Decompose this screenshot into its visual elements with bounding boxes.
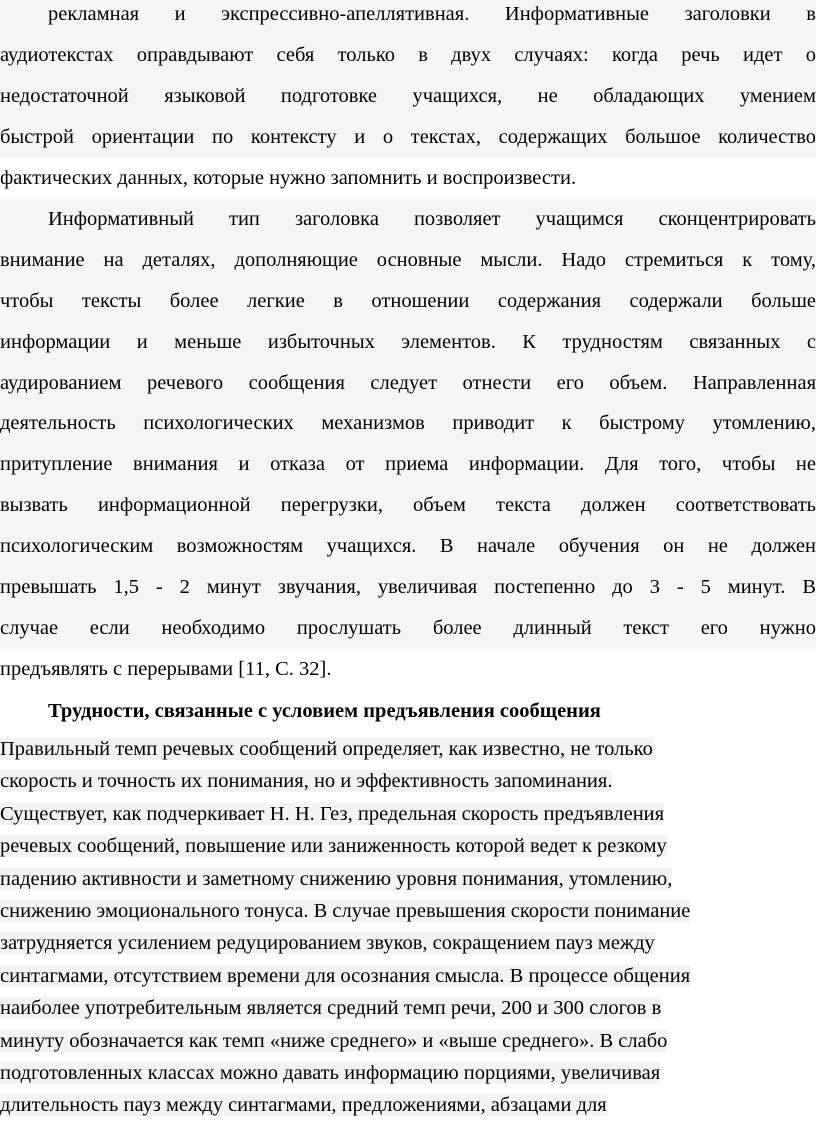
paragraph-3 [0, 733, 816, 1122]
paragraph-line [0, 1057, 816, 1089]
paragraph-line [0, 1089, 816, 1121]
paragraph-line: недостаточной языковой подготовке учащихся, не обладающих умением [0, 76, 816, 117]
paragraph-line-text: падению активности и заметному снижению уровня понимания, утомлению, [0, 867, 673, 890]
section-heading: Трудности, связанные с условием предъявления сообщения [48, 700, 601, 722]
paragraph-line: деятельность психологических механизмов приводит к быстрому утомлению, [0, 403, 816, 444]
paragraph-2 [0, 199, 816, 690]
paragraph-line-text: скорость и точность их понимания, но и эффективность запоминания. [0, 770, 613, 793]
paragraph-line-text: Правильный темп речевых сообщений определяет, как известно, не только [0, 738, 653, 760]
paragraph-line [0, 960, 816, 992]
paragraph-line: вызвать информационной перегрузки, объем текста должен соответствовать [0, 485, 816, 526]
paragraph-line: информации и меньше избыточных элементов. К трудностям связанных с [0, 322, 816, 363]
paragraph-line [0, 733, 816, 765]
paragraph-line: случае если необходимо прослушать более длинный текст его нужно [0, 608, 816, 649]
paragraph-line: быстрой ориентации по контексту и о текстах, содержащих большое количество [0, 117, 816, 158]
paragraph-line: предъявлять с перерывами [11, С. 32]. [0, 657, 332, 680]
paragraph-line-text: наиболее употребительным является средний темп речи, 200 и 300 слогов в [0, 997, 662, 1020]
paragraph-line-text: подготовленных классах можно давать информацию порциями, увеличивая [0, 1061, 661, 1084]
paragraph-line-text: длительность пауз между синтагмами, предложениями, абзацами для [0, 1094, 607, 1117]
paragraph-line: превышать 1,5 - 2 минут звучания, увеличивая постепенно до 3 - 5 минут. В [0, 567, 816, 608]
paragraph-line [0, 927, 816, 959]
paragraph-line-text: затрудняется усилением редуцированием звуков, сокращением пауз между [0, 932, 655, 955]
paragraph-line-text: снижению эмоционального тонуса. В случае превышения скорости понимание [0, 899, 691, 922]
paragraph-line: притупление внимания и отказа от приема информации. Для того, чтобы не [0, 444, 816, 485]
paragraph-line [0, 863, 816, 895]
paragraph-line [0, 765, 816, 797]
paragraph-1 [0, 0, 816, 198]
paragraph-line-text: синтагмами, отсутствием времени для осознания смысла. В процессе общения [0, 964, 691, 987]
paragraph-line [0, 798, 816, 830]
paragraph-line: чтобы тексты более легкие в отношении содержания содержали больше [0, 281, 816, 322]
paragraph-line [0, 1025, 816, 1057]
paragraph-line: Информативный тип заголовка позволяет учащимся сконцентрировать [0, 199, 816, 240]
paragraph-line: психологическим возможностям учащихся. В начале обучения он не должен [0, 526, 816, 567]
paragraph-line [0, 895, 816, 927]
paragraph-line-text: Существует, как подчеркивает Н. Н. Гез, предельная скорость предъявления [0, 802, 665, 825]
paragraph-line: аудированием речевого сообщения следует отнести его объем. Направленная [0, 363, 816, 404]
paragraph-line-text: речевых сообщений, повышение или заниженность которой ведет к резкому [0, 835, 667, 858]
paragraph-line-text: минуту обозначается как темп «ниже среднего» и «выше среднего». В слабо [0, 1029, 668, 1052]
paragraph-line [0, 830, 816, 862]
paragraph-line: аудиотекстах оправдывают себя только в двух случаях: когда речь идет о [0, 35, 816, 76]
paragraph-line: внимание на деталях, дополняющие основные мысли. Надо стремиться к тому, [0, 240, 816, 281]
paragraph-line [0, 992, 816, 1024]
paragraph-line: фактических данных, которые нужно запомнить и воспроизвести. [0, 166, 577, 189]
paragraph-line: рекламная и экспрессивно-апеллятивная. Информативные заголовки в [0, 0, 816, 35]
